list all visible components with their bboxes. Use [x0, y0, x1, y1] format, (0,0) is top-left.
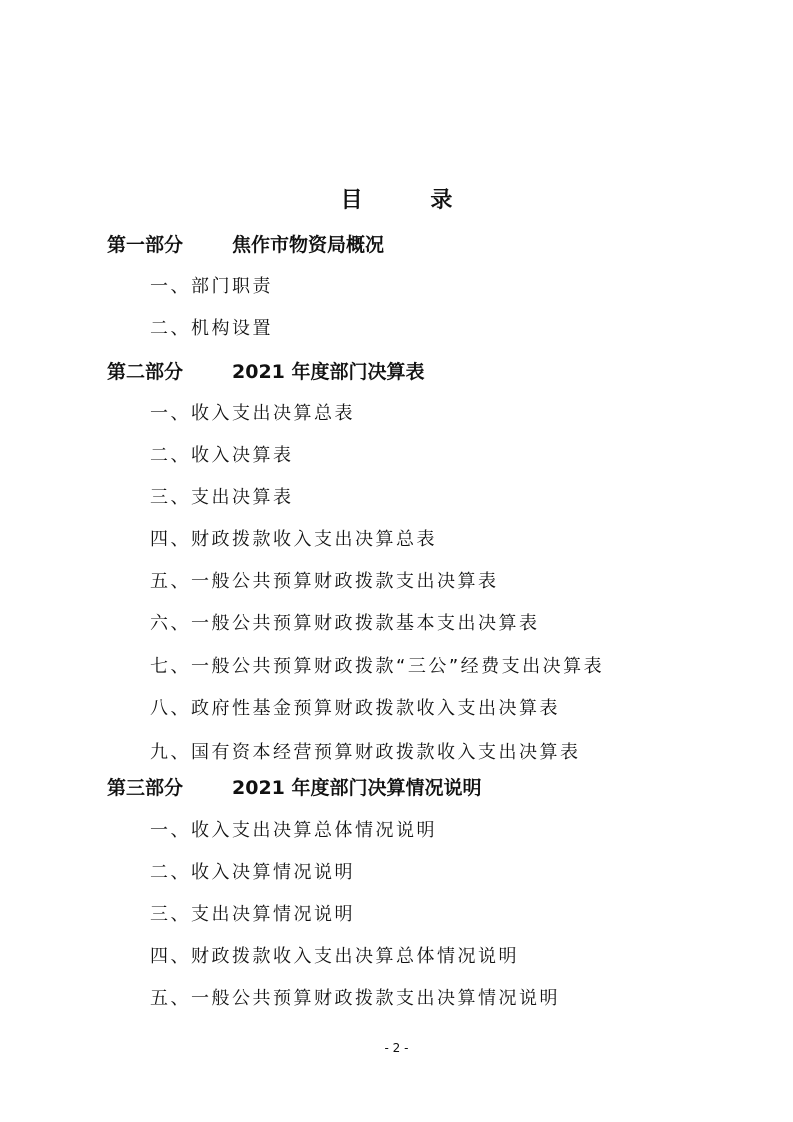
section-name: 焦作市物资局概况 — [232, 234, 385, 256]
page-title: 目 录 — [340, 188, 483, 213]
toc-item: 一、收入支出决算总体情况说明 — [150, 820, 437, 841]
page-number: - 2 - — [384, 1041, 409, 1055]
toc-item: 三、支出决算表 — [150, 487, 294, 508]
toc-item: 五、一般公共预算财政拨款支出决算表 — [150, 571, 499, 592]
section-part-label: 第三部分 — [107, 777, 184, 799]
section-name: 2021 年度部门决算情况说明 — [232, 777, 482, 799]
toc-item: 一、部门职责 — [150, 276, 273, 297]
toc-item: 八、政府性基金预算财政拨款收入支出决算表 — [150, 698, 560, 719]
section-name: 2021 年度部门决算表 — [232, 361, 425, 383]
toc-item: 四、财政拨款收入支出决算总表 — [150, 529, 437, 550]
section-heading-part-3 — [107, 775, 482, 801]
section-part-label: 第二部分 — [107, 361, 184, 383]
toc-item: 二、收入决算情况说明 — [150, 862, 355, 883]
toc-item: 九、国有资本经营预算财政拨款收入支出决算表 — [150, 742, 581, 763]
toc-item: 七、一般公共预算财政拨款“三公”经费支出决算表 — [150, 656, 605, 677]
section-heading-part-2 — [107, 359, 425, 385]
toc-item: 三、支出决算情况说明 — [150, 904, 355, 925]
toc-item: 四、财政拨款收入支出决算总体情况说明 — [150, 946, 519, 967]
toc-item: 二、机构设置 — [150, 318, 273, 339]
toc-item: 二、收入决算表 — [150, 445, 294, 466]
toc-item: 五、一般公共预算财政拨款支出决算情况说明 — [150, 988, 560, 1009]
section-part-label: 第一部分 — [107, 234, 184, 256]
toc-item: 一、收入支出决算总表 — [150, 403, 355, 424]
section-heading-part-1 — [107, 232, 384, 258]
toc-item: 六、一般公共预算财政拨款基本支出决算表 — [150, 613, 540, 634]
